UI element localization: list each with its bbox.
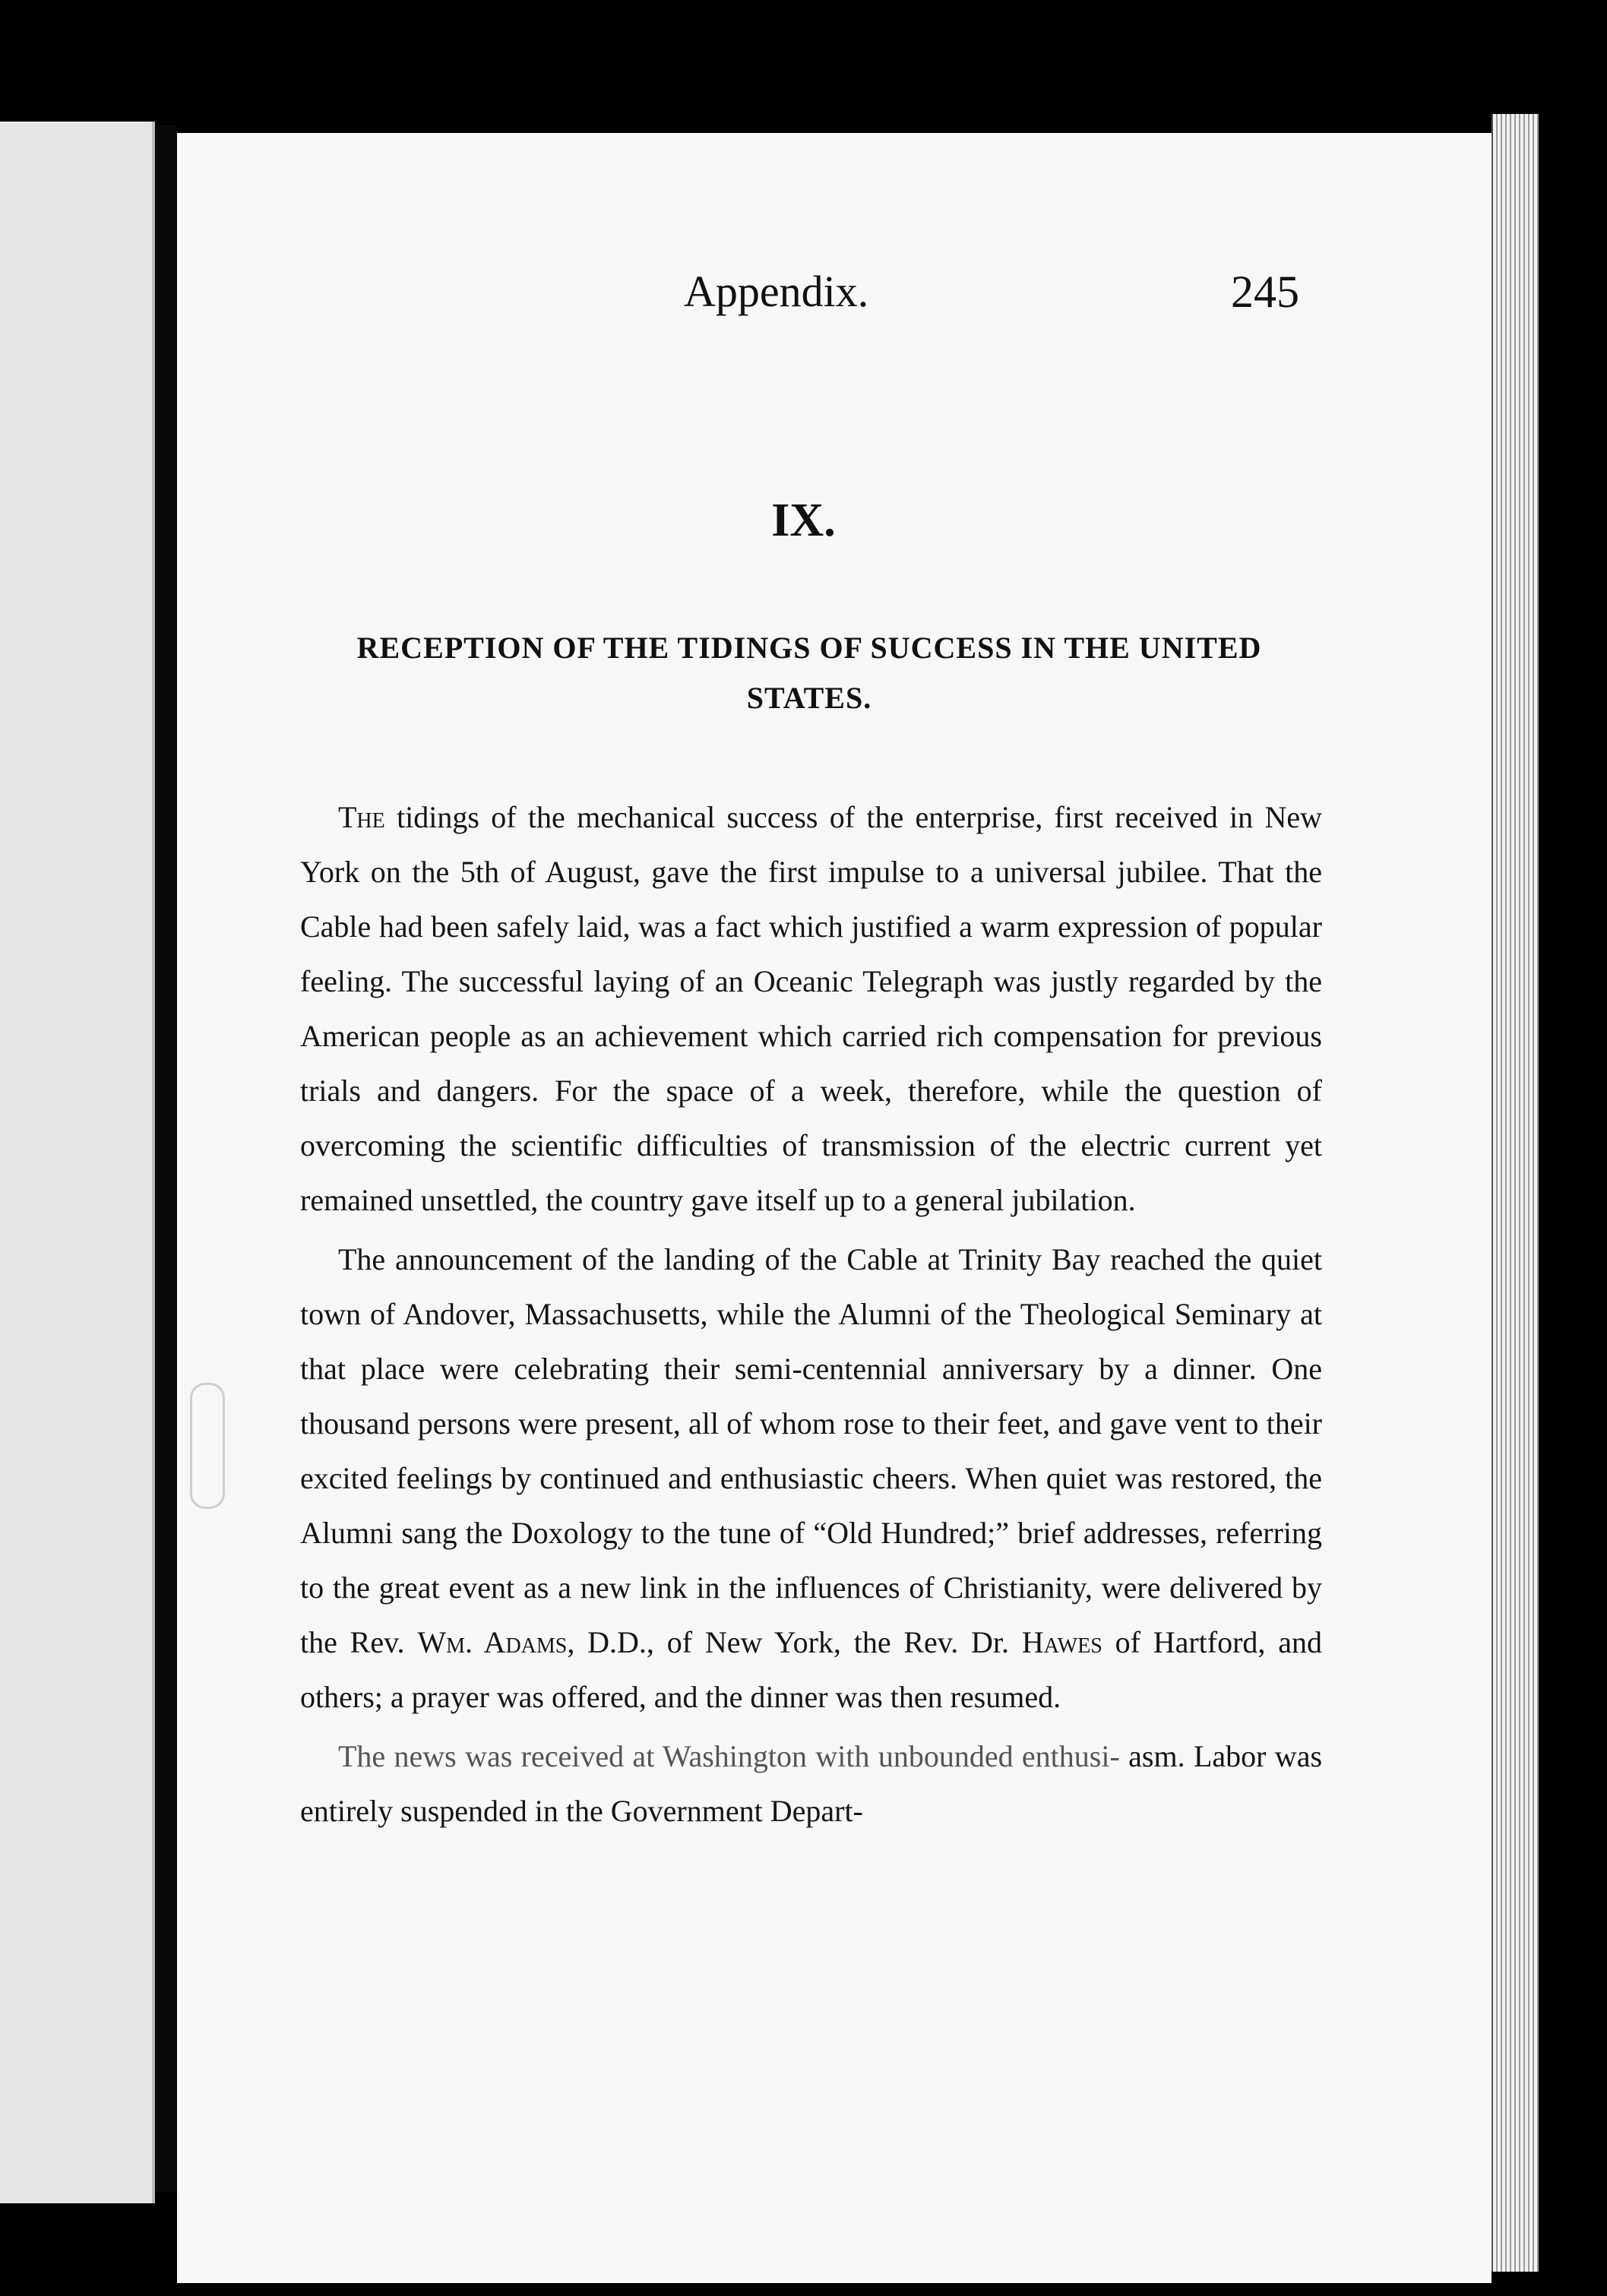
person-name: Wm. Adams [417,1625,568,1659]
book-spine [156,125,177,2192]
person-name: Hawes [1021,1625,1102,1659]
faded-line: The news was received at Washington with unbounded enthusi- [338,1739,1120,1773]
paragraph-text: , D.D., of New York, the Rev. Dr. [567,1625,1022,1659]
page-stack-edges [1492,114,1539,2272]
paragraph-3 [300,1729,1322,1839]
paragraph-1 [300,790,1322,1228]
paragraph-text: The announcement of the landing of the Cable at Trinity Bay reached the quiet town of Andover, Massachusetts, while the Alumni of the Theological Seminary at that place were celebrating their semi-centennial anniversary by a dinner. One thousand persons were present, all of whom rose to their feet, and gave vent to their excited feelings by continued and enthusiastic cheers. When quiet was restored, the Alumni sang the Doxology to the tune of “Old Hundred;” brief addresses, referring to the great event as a new link in the influences of Christianity, were delivered by the Rev. [300,1242,1322,1659]
lead-word: The [338,800,385,834]
body-text [300,790,1322,1843]
paragraph-2 [300,1232,1322,1725]
running-head: Appendix. [684,267,869,316]
page-number: 245 [1231,267,1299,317]
section-title: RECEPTION OF THE TIDINGS OF SUCCESS IN THE UNITED STATES. [356,631,1262,715]
paragraph-text: asm. Labor was entirely suspended in the Government Depart- [300,1739,1323,1828]
section-number: IX. [771,495,836,546]
facing-page-edge [0,122,155,2203]
paragraph-text: tidings of the mechanical success of the enterprise, first received in New York on the 5th of August, gave the first impulse to a universal jubilee. That the Cable had been safely laid, was a fact which justified a warm expression of popular feeling. The successful laying of an Oceanic Telegraph was justly regarded by the American people as an achievement which carried rich compensation for previous trials and dangers. For the space of a week, therefore, while the question of overcoming the scientific difficulties of transmission of the electric current yet remained unsettled, the country gave itself up to a general jubilation. [300,800,1322,1217]
binding-thread [190,1383,225,1509]
paragraph-text: of Hartford, and others; a prayer was offered, and the dinner was then resumed. [300,1625,1322,1714]
